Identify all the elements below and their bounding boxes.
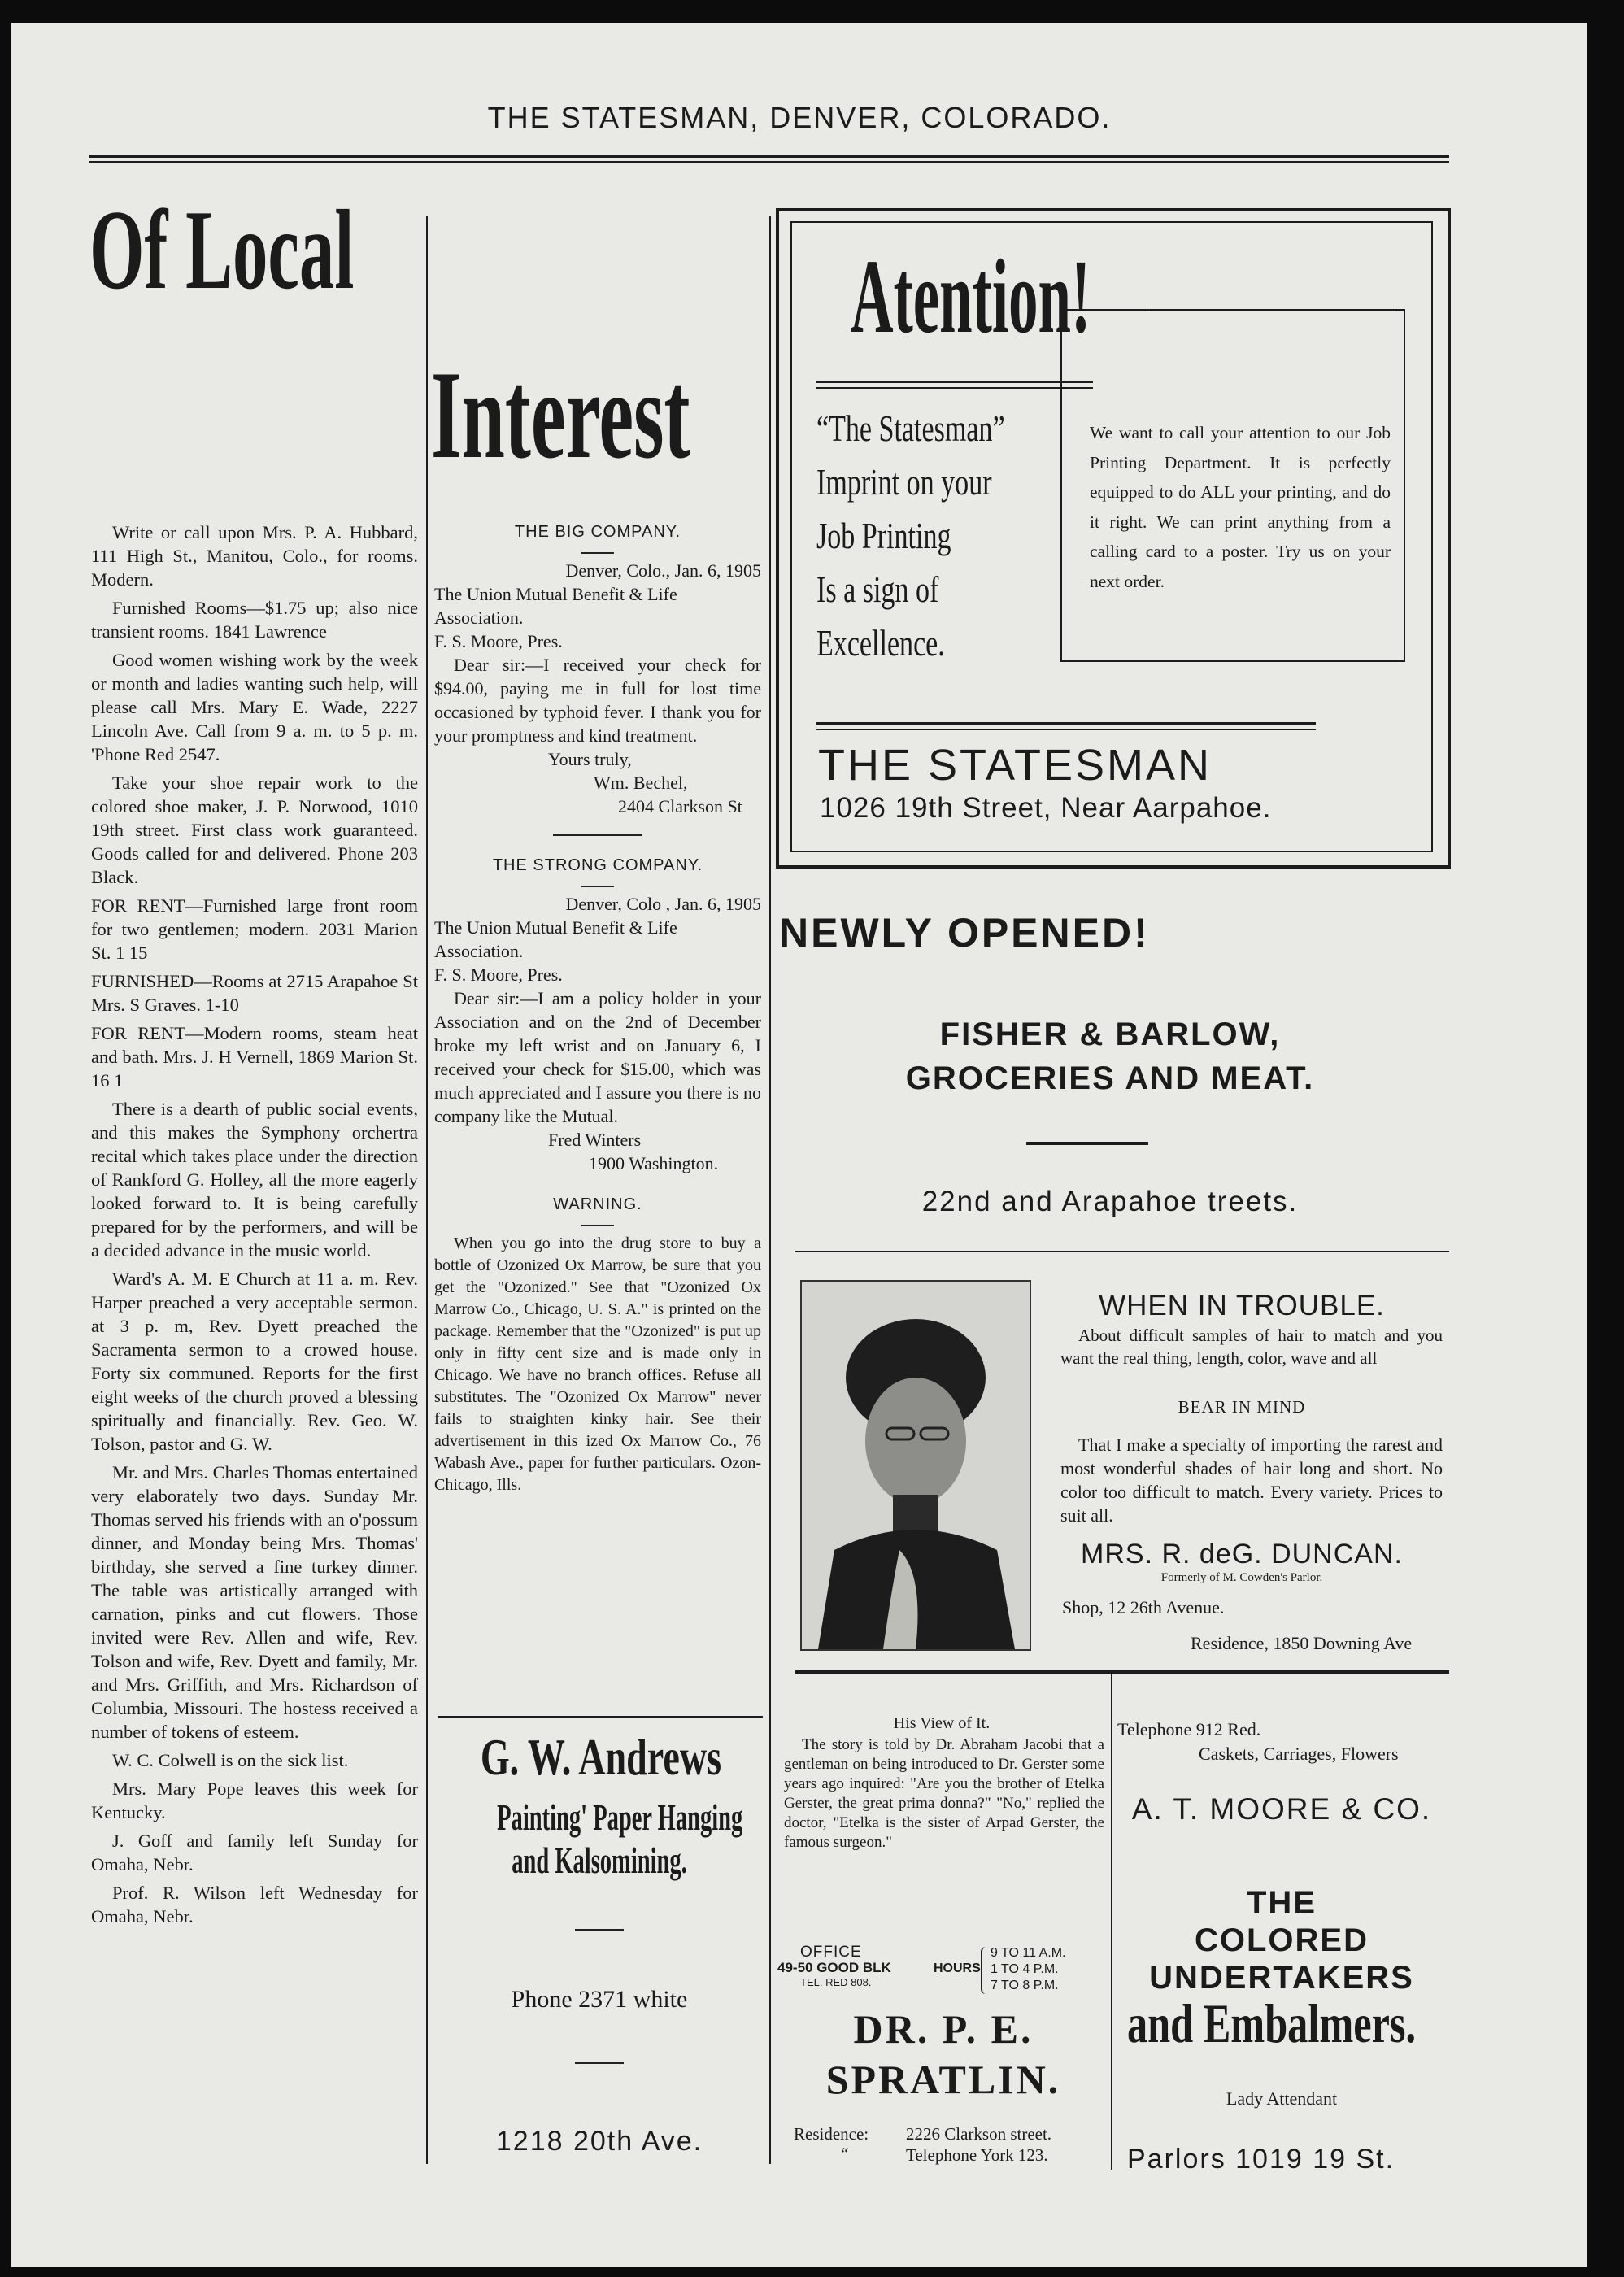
warning-title: WARNING. [553, 1195, 642, 1213]
attention-rule-a [816, 381, 1093, 383]
spratlin-office-address: 49-50 GOOD BLK [777, 1960, 891, 1975]
local-item: There is a dearth of public social events, and this makes the Symphony orchertra recital which takes place under the direction of Rankford G. Holley, all the more eagerly looked forward to. It is being carefully prepared for by the performers, and will be a decided advance in the music world. [91, 1099, 418, 1260]
strong-company-addressee: The Union Mutual Benefit & Life Association. [434, 917, 677, 961]
warning-body: When you go into the drug store to buy a bottle of Ozonized Ox Marrow, be sure that you get the "Ozonized." See that "Ozonized Ox Marrow Co., Chicago, U. S. A." is printed on the package. Remember that the "Ozonized" is put up only in fifty cent size and is made only in Chicago. We have no branch offices. Refuse all substitutes. The "Ozonized Ox Marrow" never fails to straighten kinky hair. See their advertisement in this ized Ox Marrow Co., 76 Wabash Ave., paper for further particulars. Ozon-Chicago, Ills. [434, 1234, 761, 1494]
local-item: FOR RENT—Furnished large front room for two gentlemen; modern. 2031 Marion St. 1 15 [91, 895, 418, 963]
strong-company-title: THE STRONG COMPANY. [492, 856, 703, 874]
strong-company-address: 1900 Washington. [589, 1153, 719, 1173]
duncan-shop: Shop, 12 26th Avenue. [1062, 1597, 1225, 1617]
attention-line: Excellence. [816, 622, 945, 664]
local-item: FOR RENT—Modern rooms, steam heat and bath. Mrs. J. H Vernell, 1869 Marion St. 16 1 [91, 1023, 418, 1091]
headline-line2: Interest [431, 345, 690, 485]
masthead: THE STATESMAN, DENVER, COLORADO. [487, 101, 1112, 134]
spratlin-name-line2: SPRATLIN. [825, 2057, 1061, 2102]
spratlin-tel: TEL. RED 808. [800, 1976, 872, 1988]
strong-company-body: Dear sir:—I am a policy holder in your Association and on the 2nd of December broke my left wrist and on January 6, I received your check for $15.00, which was much appreciated and I assure you there is no company like the Mutual. [434, 988, 761, 1126]
moore-parlors: Parlors 1019 19 St. [1127, 2144, 1395, 2175]
statesman-rule-b [816, 729, 1316, 730]
big-company-closing: Yours truly, [548, 749, 632, 769]
fisher-bottom-rule [795, 1251, 1449, 1252]
local-item: J. Goff and family left Sunday for Omaha, Nebr. [91, 1831, 418, 1874]
moore-goods: Caskets, Carriages, Flowers [1199, 1744, 1399, 1764]
statesman-rule-a [816, 722, 1316, 725]
duncan-name: MRS. R. deG. DUNCAN. [1081, 1539, 1403, 1570]
spratlin-hours-line: 9 TO 11 A.M. [991, 1946, 1066, 1960]
local-item: Good women wishing work by the week or month and ladies wanting such help, will please call Mrs. Mary E. Wade, 2227 Lincoln Ave. Call from 9 a. m. to 5 p. m. 'Phone Red 2547. [91, 650, 418, 764]
big-company-dateline: Denver, Colo., Jan. 6, 1905 [565, 560, 761, 581]
spratlin-office: OFFICE [800, 1944, 862, 1961]
duncan-header: WHEN IN TROUBLE. [1099, 1290, 1385, 1321]
duncan-body: That I make a specialty of importing the rarest and most wonderful shades of hair long and short. No color too difficult to match. Every variety. Prices to suit all. [1060, 1435, 1443, 1526]
moore-name: A. T. MOORE & CO. [1131, 1792, 1432, 1826]
strong-company-signer: Fred Winters [548, 1130, 642, 1150]
short-rule [575, 1929, 624, 1931]
local-items-column [91, 520, 418, 1933]
moore-line4: and Embalmers. [1127, 1992, 1417, 2054]
fisher-line: GROCERIES AND MEAT. [905, 1060, 1315, 1096]
moore-line1: THE [1247, 1885, 1317, 1921]
big-company-signer: Wm. Bechel, [594, 773, 688, 793]
short-rule [581, 552, 614, 554]
column-divider-1 [426, 216, 428, 2164]
duncan-mind: BEAR IN MIND [1178, 1397, 1306, 1417]
bottom-section-rule [795, 1670, 1449, 1674]
big-company-title: THE BIG COMPANY. [514, 523, 681, 541]
masthead-rule-thin [89, 161, 1449, 163]
short-rule [575, 2062, 624, 2064]
spratlin-hours-line: 1 TO 4 P.M. [991, 1962, 1059, 1976]
hours-brace [981, 1947, 987, 1994]
his-view-title: His View of It. [893, 1714, 991, 1732]
spratlin-residence-label: Residence: [794, 2124, 869, 2144]
attention-left-lines [816, 405, 1077, 673]
column-divider-3 [1111, 1674, 1112, 2170]
andrews-ad [434, 1727, 764, 2157]
local-item: Take your shoe repair work to the colored shoe maker, J. P. Norwood, 1010 19th street. First class work guaranteed. Goods called for and delivered. Phone 203 Black. [91, 773, 418, 887]
big-company-address: 2404 Clarkson St [618, 796, 742, 816]
his-view-body: The story is told by Dr. Abraham Jacobi that a gentleman on being introduced to Dr. Gerster some years ago inquired: "Are you the brother of Etelka Gerster, the great prima donna?" "No," replied the doctor, "Etelka is the sister of Arpad Gerster, the famous surgeon." [784, 1736, 1104, 1851]
spratlin-residence: 2226 Clarkson street. [906, 2124, 1052, 2144]
portrait-photo [800, 1280, 1031, 1651]
column-divider-2 [769, 216, 771, 2164]
spratlin-hours-line: 7 TO 8 P.M. [991, 1979, 1059, 1992]
short-rule [581, 886, 614, 887]
andrews-line1: Painting' Paper Hanging [497, 1796, 743, 1838]
attention-line: Job Printing [816, 515, 951, 556]
duncan-formerly: Formerly of M. Cowden's Parlor. [1160, 1571, 1323, 1584]
big-company-body: Dear sir:—I received your check for $94.00, paying me in full for lost time occasioned by typhoid fever. I thank you for your promptness and kind treatment. [434, 655, 761, 746]
local-item: Furnished Rooms—$1.75 up; also nice transient rooms. 1841 Lawrence [91, 598, 418, 642]
local-item: Mrs. Mary Pope leaves this week for Kentucky. [91, 1778, 418, 1822]
strong-company-pres: F. S. Moore, Pres. [434, 964, 563, 985]
moore-line2: COLORED [1195, 1922, 1369, 1958]
fisher-rule [1026, 1142, 1148, 1145]
andrews-name: G. W. Andrews [480, 1728, 722, 1786]
statesman-name: THE STATESMAN [818, 741, 1213, 790]
strong-company-dateline: Denver, Colo , Jan. 6, 1905 [565, 894, 761, 914]
moore-attendant: Lady Attendant [1226, 2088, 1338, 2109]
moore-line3: UNDERTAKERS [1149, 1960, 1414, 1996]
fisher-name: FISHER & BARLOW, [939, 1017, 1281, 1052]
duncan-intro: About difficult samples of hair to match and you want the real thing, length, color, wave and all [1060, 1326, 1443, 1368]
local-item: Write or call upon Mrs. P. A. Hubbard, 111 High St., Manitou, Colo., for rooms. Modern. [91, 522, 418, 590]
attention-line: Is a sign of [816, 568, 939, 610]
attention-title: Atention! [851, 238, 1091, 355]
local-item: FURNISHED—Rooms at 2715 Arapahoe St Mrs. S Graves. 1-10 [91, 971, 418, 1015]
moore-telephone: Telephone 912 Red. [1117, 1719, 1261, 1739]
local-item: Prof. R. Wilson left Wednesday for Omaha, Nebr. [91, 1883, 418, 1927]
newspaper-page [11, 23, 1587, 2267]
big-company-addressee: The Union Mutual Benefit & Life Association. [434, 584, 677, 628]
short-rule [581, 1225, 614, 1226]
spratlin-hours [991, 1945, 1066, 1994]
andrews-address: 1218 20th Ave. [495, 2126, 703, 2157]
spratlin-name-line1: DR. P. E. [853, 2006, 1034, 2052]
andrews-top-rule [438, 1716, 763, 1718]
big-company-pres: F. S. Moore, Pres. [434, 631, 563, 651]
attention-line: “The Statesman” [816, 407, 1005, 449]
andrews-line2: and Kalsomining. [512, 1839, 687, 1881]
local-item: Mr. and Mrs. Charles Thomas entertained very elaborately two days. Sunday Mr. Thomas served his friends with an o'possum dinner, and Monday being Mrs. Thomas' birthday, she served a fine turkey dinner. The table was artistically arranged with carnation, pinks and cut flowers. Those invited were Rev. Allen and wife, Rev. Tolson and wife, Rev. Dyett and family, Mr. and Mrs. Griffith, and Mrs. Richardson of Columbia, Missouri. The hostess received a number of tokens of esteem. [91, 1462, 418, 1742]
spratlin-telephone: Telephone York 123. [906, 2145, 1048, 2165]
duncan-residence: Residence, 1850 Downing Ave [1191, 1633, 1413, 1653]
headline-line1: Of Local [89, 187, 355, 313]
spratlin-ditto: “ [841, 2144, 849, 2163]
masthead-rule [89, 155, 1449, 158]
portrait-illustration [802, 1282, 1030, 1649]
statesman-address: 1026 19th Street, Near Aarpahoe. [820, 792, 1272, 824]
attention-rule-b [816, 387, 1093, 389]
local-item: W. C. Colwell is on the sick list. [112, 1750, 349, 1770]
attention-line: Imprint on your [816, 461, 992, 503]
spratlin-hours-label: HOURS [934, 1961, 981, 1975]
attention-right-text: We want to call your attention to our Job Printing Department. It is perfectly equipped to do ALL your printing, and do it right. We can print anything from a calling card to a poster. Try us on your next order. [1090, 423, 1391, 591]
section-rule [553, 834, 642, 836]
local-item: Ward's A. M. E Church at 11 a. m. Rev. Harper preached a very acceptable sermon. at 3 p. m, Rev. Dyett preached the Sacramenta sermon to a crowed house. Forty six communed. Reports for the first eight weeks of the church proved a blessing spiritually and financially. Rev. Geo. W. Tolson, pastor and G. W. [91, 1269, 418, 1454]
middle-column [434, 520, 761, 1496]
fisher-address: 22nd and Arapahoe treets. [921, 1186, 1299, 1217]
fisher-header: NEWLY OPENED! [779, 910, 1150, 956]
andrews-phone: Phone 2371 white [511, 1986, 688, 2013]
